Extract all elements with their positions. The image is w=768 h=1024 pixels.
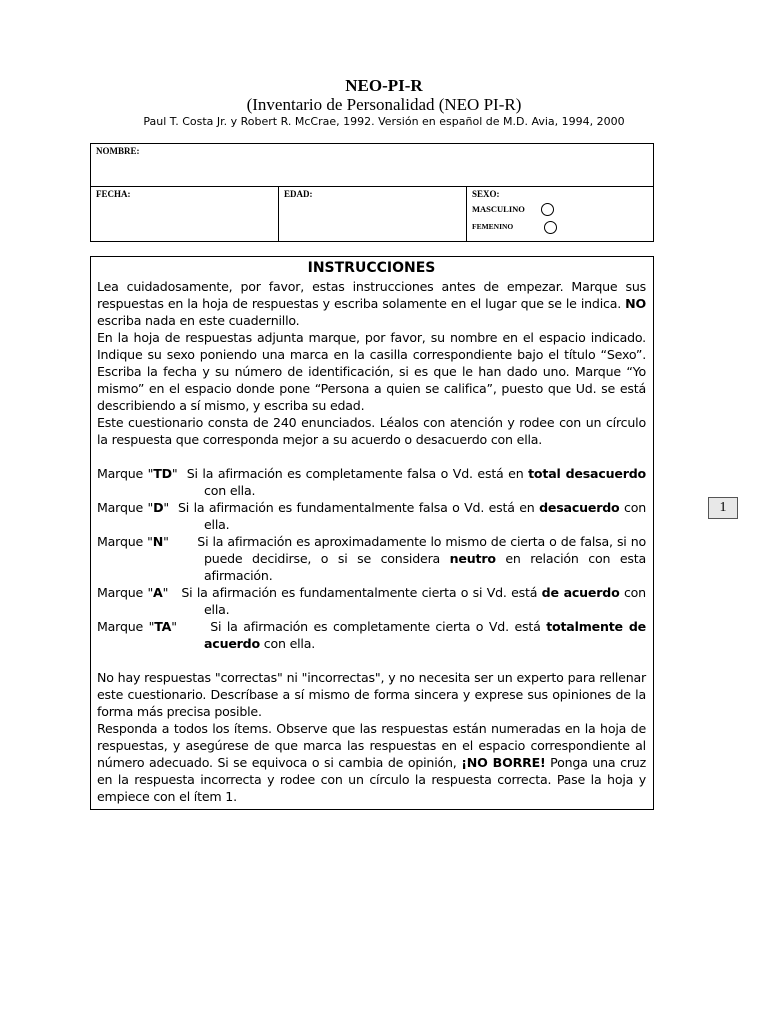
masculino-radio[interactable]: [541, 203, 554, 216]
document-credits: Paul T. Costa Jr. y Robert R. McCrae, 1992. Versión en español de M.D. Avia, 1994, 2000: [143, 115, 625, 128]
respondent-form: [90, 143, 654, 242]
mark-bold: totalmente de acuerdo: [204, 619, 646, 651]
mark-suffix: ": [171, 619, 211, 634]
mark-code: N: [152, 534, 164, 549]
p5-tail: Ponga una cruz en la respuesta incorrecta y rodee con un círculo la respuesta correcta. Pase la hoja y empiece con el ítem 1.: [97, 755, 646, 804]
mark-suffix: ": [163, 500, 178, 515]
mark-text: Si la afirmación es aproximadamente lo mismo de cierta o de falsa, si no puede decidirse, o si se considera: [197, 534, 646, 566]
mark-code: D: [153, 500, 164, 515]
femenino-label: FEMENINO: [472, 222, 514, 231]
mark-tail: con ella.: [259, 636, 316, 651]
instructions-paragraph-3: Este cuestionario consta de 240 enunciados. Léalos con atención y rodee con un círculo la respuesta que corresponda mejor a su acuerdo o desacuerdo con ella.: [97, 415, 646, 447]
mark-prefix: Marque ": [97, 619, 155, 634]
mark-prefix: Marque ": [97, 500, 154, 515]
mark-td: [97, 465, 646, 499]
instructions-paragraph-2: En la hoja de respuestas adjunta marque, por favor, su nombre en el espacio indicado. Indique su sexo poniendo una marca en la casilla correspondiente bajo el título “Sexo”. Escriba la fecha y su número de identificación, si es que le han dado uno. Marque “Yo mismo” en el espacio donde pone “Persona a quien se califica”, puesto que Ud. se está describiendo a sí mismo, y escriba su edad.: [97, 330, 646, 413]
p5-bold: ¡NO BORRE!: [461, 755, 546, 770]
instructions-box: [90, 256, 654, 810]
instructions-paragraph-1: [97, 278, 646, 329]
mark-suffix: ": [162, 585, 182, 600]
mark-code: TA: [154, 619, 172, 634]
mark-bold: total desacuerdo: [528, 466, 647, 481]
femenino-radio[interactable]: [544, 221, 557, 234]
p5-text: Responda a todos los ítems. Observe que las respuestas están numeradas en la hoja de respuestas, y asegúrese de que marca las respuestas en el espacio correspondiente al número adecuado. Si se equivoca o si cambia de opinión,: [97, 721, 646, 770]
edad-field[interactable]: [279, 187, 467, 242]
mark-code: A: [153, 585, 163, 600]
mark-prefix: Marque ": [97, 534, 153, 549]
sexo-label: SEXO:: [472, 189, 500, 199]
mark-tail: en relación con esta afirmación.: [204, 551, 646, 583]
mark-tail: con ella.: [204, 483, 256, 498]
document-subtitle: (Inventario de Personalidad (NEO PI-R): [246, 95, 522, 114]
masculino-label: MASCULINO: [472, 204, 525, 214]
mark-code: TD: [153, 466, 172, 481]
instructions-heading: INSTRUCCIONES: [307, 260, 436, 276]
p1-text: Lea cuidadosamente, por favor, estas instrucciones antes de empezar. Marque sus respuestas en la hoja de respuestas y escriba solamente en el lugar que se le indica.: [97, 279, 646, 311]
page-number-badge: 1: [708, 497, 738, 519]
fecha-field[interactable]: [91, 187, 279, 242]
mark-bold: neutro: [449, 551, 496, 566]
mark-prefix: Marque ": [97, 585, 154, 600]
mark-tail: con ella.: [204, 585, 646, 617]
mark-text: Si la afirmación es fundamentalmente cierta o si Vd. está: [181, 585, 542, 600]
mark-d: [97, 499, 646, 533]
mark-ta: [97, 618, 646, 652]
mark-text: Si la afirmación es fundamentalmente falsa o Vd. está en: [178, 500, 540, 515]
mark-tail: con ella.: [204, 500, 646, 532]
mark-suffix: ": [171, 466, 187, 481]
mark-n: [97, 533, 646, 584]
p1-tail: escriba nada en este cuadernillo.: [97, 313, 300, 328]
edad-label: EDAD:: [284, 189, 313, 199]
nombre-field[interactable]: [91, 144, 653, 187]
mark-suffix: ": [163, 534, 198, 549]
mark-bold: de acuerdo: [541, 585, 620, 600]
sexo-field: [467, 187, 653, 242]
mark-text: Si la afirmación es completamente falsa o Vd. está en: [186, 466, 529, 481]
fecha-label: FECHA:: [96, 189, 131, 199]
mark-bold: desacuerdo: [539, 500, 620, 515]
mark-prefix: Marque ": [97, 466, 154, 481]
nombre-label: NOMBRE:: [96, 146, 140, 156]
mark-text: Si la afirmación es completamente cierta o Vd. está: [210, 619, 547, 634]
mark-a: [97, 584, 646, 618]
instructions-paragraph-4: No hay respuestas "correctas" ni "incorrectas", y no necesita ser un experto para rellenar este cuestionario. Descríbase a sí mismo de forma sincera y exprese sus opiniones de la forma más precisa posible.: [97, 670, 646, 719]
instructions-paragraph-5: [97, 720, 646, 805]
p1-bold: NO: [625, 296, 646, 311]
document-title: NEO-PI-R: [345, 76, 423, 95]
